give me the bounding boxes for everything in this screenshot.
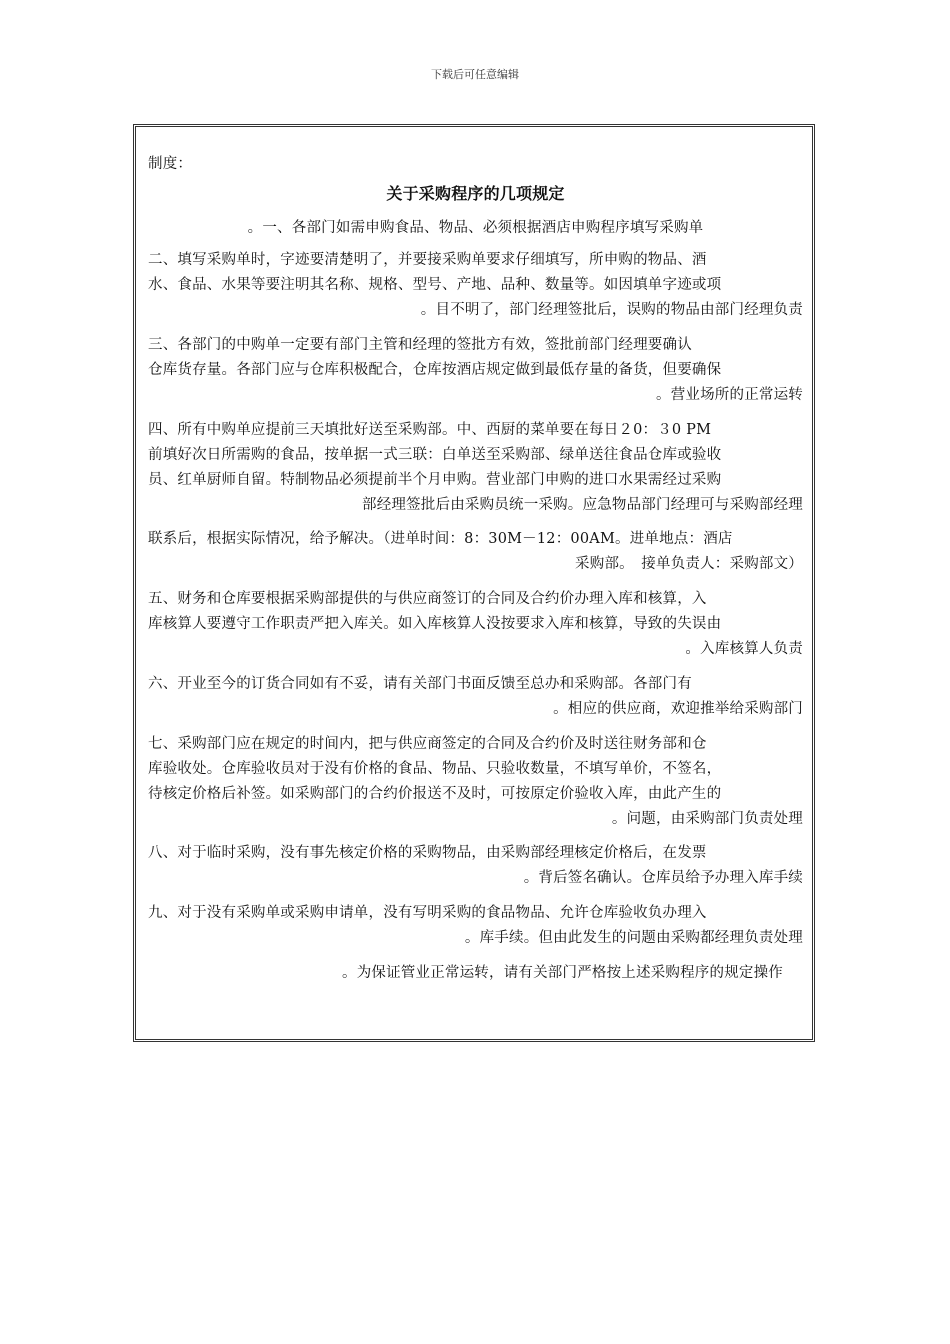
text-line: 联系后，根据实际情况，给予解决。（进单时间：8：30M－12：00AM。进单地点：酒店 <box>148 531 733 547</box>
text-line: 前填好次日所需购的食品，按单据一式三联：白单送至采购部、绿单送往食品仓库或验收 <box>148 447 722 463</box>
doc-label: 制度： <box>148 156 193 172</box>
text-line: 。一、各部门如需申购食品、物品、必须根据酒店申购程序填写采购单 <box>247 220 704 236</box>
doc-title: 关于采购程序的几项规定 <box>386 184 565 203</box>
text-line: 。库手续。但由此发生的问题由采购都经理负责处理 <box>464 930 803 946</box>
text-line: 四、所有中购单应提前三天填批好送至采购部。中、西厨的菜单要在每日２0：３0 PM <box>148 422 712 438</box>
text-line: 。背后签名确认。仓库员给予办理入库手续 <box>523 870 803 886</box>
text-line: 七、采购部门应在规定的时间内，把与供应商签定的合同及合约价及时送往财务部和仓 <box>148 736 707 752</box>
text-line: 库验收处。仓库验收员对于没有价格的食品、物品、只验收数量，不填写单价，不签名， <box>148 761 722 777</box>
document-frame <box>133 124 815 1042</box>
text-line: 。入库核算人负责 <box>685 641 803 657</box>
text-line: 三、各部门的中购单一定要有部门主管和经理的签批方有效，签批前部门经理要确认 <box>148 337 692 353</box>
text-line: 九、对于没有采购单或采购申请单，没有写明采购的食品物品、允许仓库验收负办理入 <box>148 905 707 921</box>
text-line: 二、填写采购单时，字迹要清楚明了，并要接采购单要求仔细填写，所申购的物品、酒 <box>148 252 707 268</box>
text-line: 。营业场所的正常运转 <box>656 387 803 403</box>
text-line: 采购部。 接单负责人：采购部文） <box>575 556 803 572</box>
text-line: 水、食品、水果等要注明其名称、规格、型号、产地、品种、数量等。如因填单字迹或项 <box>148 277 722 293</box>
text-line: 六、开业至今的订货合同如有不妥，请有关部门书面反馈至总办和采购部。各部门有 <box>148 676 692 692</box>
text-line: 。相应的供应商，欢迎推举给采购部门 <box>553 701 803 717</box>
text-line: 。问题，由采购部门负责处理 <box>611 811 803 827</box>
header-note: 下载后可任意编辑 <box>431 68 519 81</box>
text-line: 五、财务和仓库要根据采购部提供的与供应商签订的合同及合约价办理入库和核算，入 <box>148 591 707 607</box>
text-line: 员、红单厨师自留。特制物品必须提前半个月申购。营业部门申购的进口水果需经过采购 <box>148 472 722 488</box>
text-line: 八、对于临时采购，没有事先核定价格的采购物品，由采购部经理核定价格后，在发票 <box>148 845 707 861</box>
text-line: 部经理签批后由采购员统一采购。应急物品部门经理可与采购部经理 <box>362 497 803 513</box>
text-line: 。目不明了，部门经理签批后，误购的物品由部门经理负责 <box>420 302 803 318</box>
text-line: 库核算人要遵守工作职责严把入库关。如入库核算人没按要求入库和核算，导致的失误由 <box>148 616 722 632</box>
text-line: 。为保证管业正常运转，请有关部门严格按上述采购程序的规定操作 <box>342 965 783 981</box>
text-line: 待核定价格后补签。如采购部门的合约价报送不及时，可按原定价验收入库，由此产生的 <box>148 786 722 802</box>
text-line: 仓库货存量。各部门应与仓库积极配合，仓库按酒店规定做到最低存量的备货，但要确保 <box>148 362 722 378</box>
